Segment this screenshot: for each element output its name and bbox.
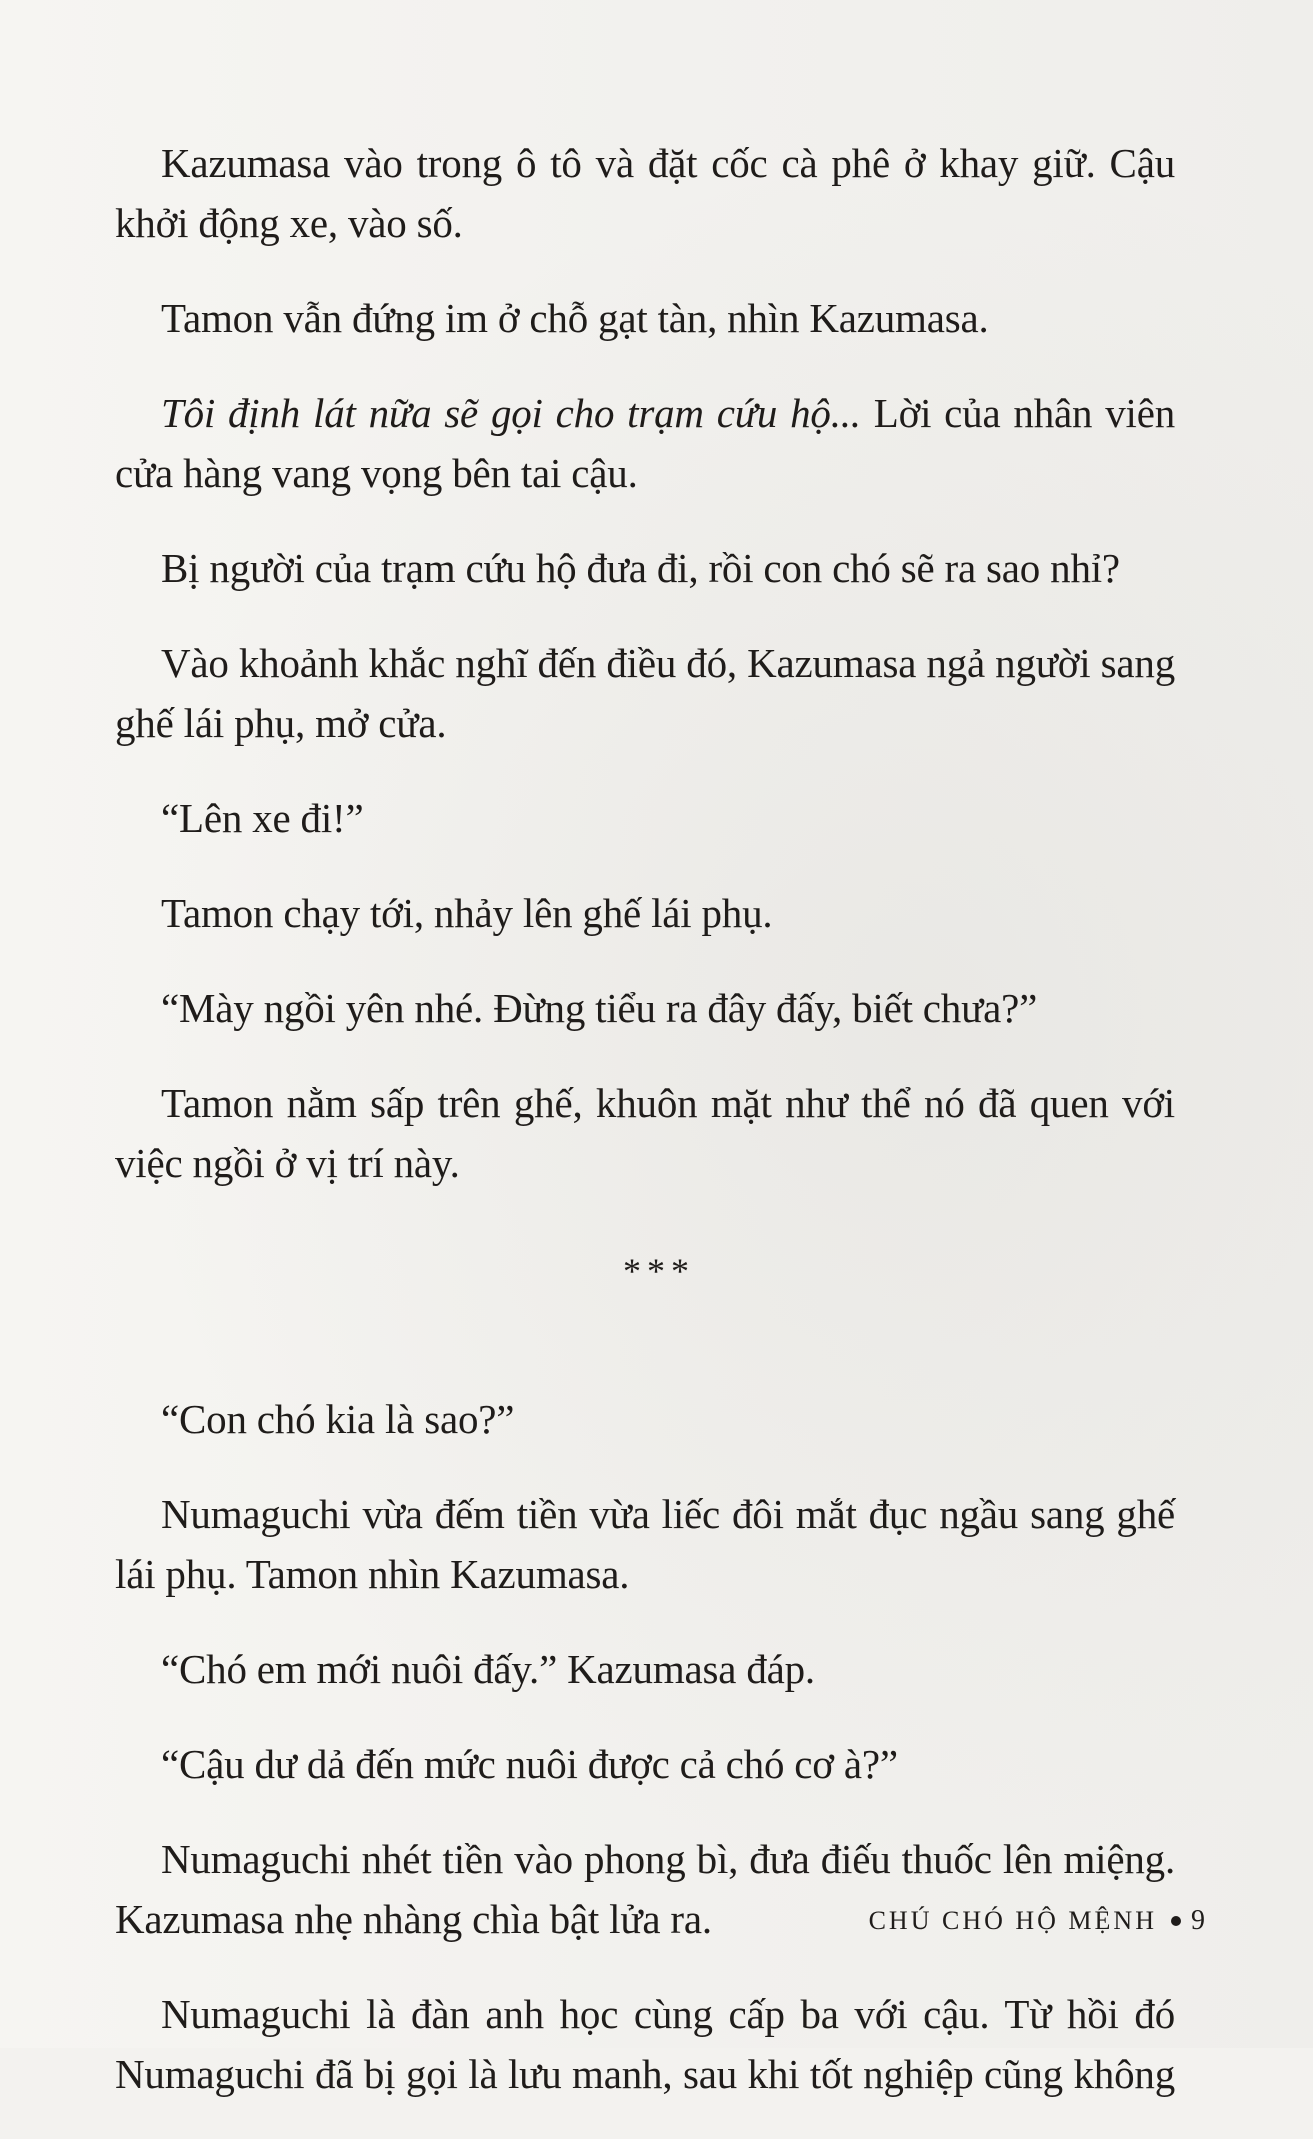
- paragraph-text: Lời của nhân viên cửa hàng vang vọng bên tai cậu.: [115, 390, 1175, 496]
- paragraph: Tamon chạy tới, nhảy lên ghế lái phụ.: [161, 890, 773, 936]
- paragraph: Numaguchi là đàn anh học cùng cấp ba với cậu. Từ hồi đó Numaguchi đã bị gọi là lưu manh, sau khi tốt nghiệp cũng không: [115, 1991, 1175, 2097]
- bullet-separator: [1171, 1916, 1181, 1926]
- paragraph: “Lên xe đi!”: [161, 795, 364, 841]
- italic-thought: Tôi định lát nữa sẽ gọi cho trạm cứu hộ...: [161, 390, 861, 436]
- paragraph: Bị người của trạm cứu hộ đưa đi, rồi con chó sẽ ra sao nhỉ?: [161, 545, 1120, 591]
- paragraph: Tamon vẫn đứng im ở chỗ gạt tàn, nhìn Kazumasa.: [161, 295, 989, 341]
- paragraph: Vào khoảnh khắc nghĩ đến điều đó, Kazumasa ngả người sang ghế lái phụ, mở cửa.: [115, 640, 1175, 746]
- page-number: 9: [1191, 1905, 1205, 1936]
- paragraph: [115, 383, 1175, 503]
- running-title: CHÚ CHÓ HỘ MỆNH: [868, 1906, 1157, 1935]
- paragraph: “Con chó kia là sao?”: [161, 1396, 515, 1442]
- paragraph: Tamon nằm sấp trên ghế, khuôn mặt như thể nó đã quen với việc ngồi ở vị trí này.: [115, 1080, 1175, 1186]
- paragraph: Numaguchi vừa đếm tiền vừa liếc đôi mắt đục ngầu sang ghế lái phụ. Tamon nhìn Kazumasa.: [115, 1491, 1175, 1597]
- body-text: [115, 133, 1175, 2139]
- paragraph: “Chó em mới nuôi đấy.” Kazumasa đáp.: [161, 1646, 815, 1692]
- paragraph: Numaguchi nhét tiền vào phong bì, đưa điếu thuốc lên miệng. Kazumasa nhẹ nhàng chìa bật lửa ra.: [115, 1836, 1175, 1942]
- paragraph: “Cậu dư dả đến mức nuôi được cả chó cơ à?”: [161, 1741, 898, 1787]
- paragraph: “Mày ngồi yên nhé. Đừng tiểu ra đây đấy, biết chưa?”: [161, 985, 1038, 1031]
- paragraph: Kazumasa vào trong ô tô và đặt cốc cà phê ở khay giữ. Cậu khởi động xe, vào số.: [115, 140, 1175, 246]
- section-break: ***: [623, 1251, 695, 1291]
- page-footer: [869, 1905, 1205, 1937]
